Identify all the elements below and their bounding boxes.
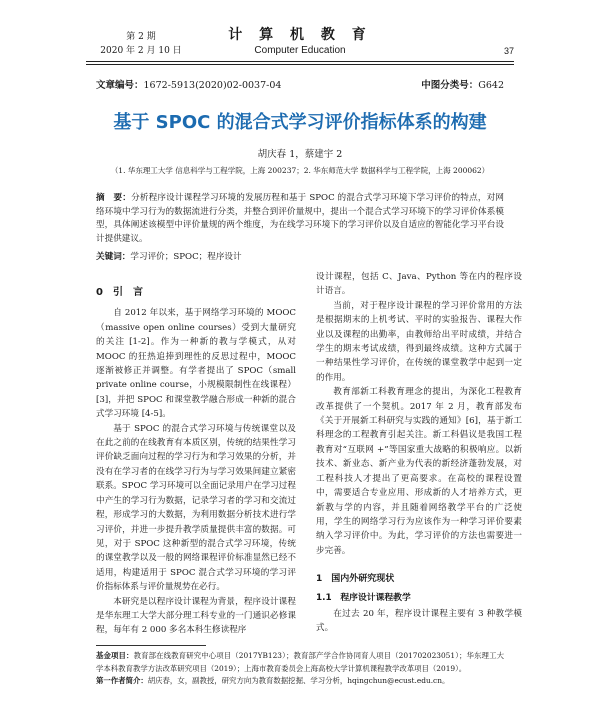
journal-name-en: Computer Education [254,45,346,56]
fund-note: 基金项目：教育部在线教育研究中心项目（2017YB123）；教育部产学合作协同育人项目（201702023051）；华东理工大学本科教育教学方法改革研究项目（2019）；上海市教育委员会上海高校大学计算机课程教学改革项目（2019）。 [96,651,504,673]
keywords [96,250,504,262]
keywords-label: 关键词： [96,252,131,262]
footnote [96,650,504,688]
abstract-text: 分析程序设计课程学习环境的发展历程和基于 SPOC 的混合式学习环境下学习评价的特点，对网络环境中学习行为的数据流进行分类，并整合到评价量规中，提出一个混合式学习环境下的学习评价体系模型，具体阐述该模型中评价量规的两个维度，为在线学习环境下的学习评价以及自适应的智能化学习平台设计提供建议。 [96,193,504,244]
subsection-heading: 1.1 程序设计课程教学 [316,592,411,603]
paragraph: 基于 SPOC 的混合式学习环境与传统课堂以及在此之前的在线教育有本质区别，传统的结果性学习评价缺乏面向过程的学习行为和学习效果的分析，并没有在学习者的在线学习行为与学习效果间建立紧密联系。SPOC 学习环境可以全面记录用户在学习过程中产生的学习行为数据，记录学习者的学习和交流过程，形成学习的大数据，为利用数据分析技术进行学习评价，并进一步提升教学质量提供丰富的数据。可见，对于 SPOC 这种新型的混合式学习环境，传统的课堂教学以及一般的网络课程评价标准显然已经不适用，构建适用于 SPOC 混合式学习环境的学习评价指标体系与评价量规势在必行。 [96,423,296,593]
abstract [96,192,504,246]
clc-number: 中图分类号：G642 [421,80,504,91]
page-number: 37 [503,46,514,56]
paragraph: 设计课程，包括 C、Java、Python 等在内的程序设计语言。 [316,272,522,297]
paragraph: 在过去 20 年，程序设计课程主要有 3 种教学模式。 [316,608,522,634]
issue-info [96,30,186,58]
journal-name-cn: 计 算 机 教 育 [228,27,372,43]
author-affiliation: （1. 华东理工大学 信息科学与工程学院，上海 200237；2. 华东师范大学 数据科学与工程学院，上海 200062） [110,166,490,175]
issue-number: 第 2 期 [126,32,156,42]
section-heading-related-work: 1 国内外研究现状 [316,574,395,585]
paragraph: 本研究是以程序设计课程为背景，程序设计课程是华东理工大学大部分理工科专业的一门通识必修课程，每年有 2 000 多名本科生修读程序 [96,596,296,636]
article-number: 文章编号：1672-5913(2020)02-0037-04 [96,80,282,91]
issue-date: 2020 年 2 月 10 日 [100,46,182,56]
author-note: 第一作者简介：胡庆春，女，副教授，研究方向为教育数据挖掘、学习分析，hqingchun@ecust.edu.cn。 [96,676,450,686]
paragraph: 当前，对于程序设计课程的学习评价常用的方法是根据期末的上机考试、平时的实验报告、课程大作业以及课程的出勤率，由教师给出平时成绩，并结合学生的期末考试成绩，得到最终成绩。这种方式属于一种结果性学习评价，在传统的课堂教学中起到一定的作用。 [316,300,522,383]
paragraph: 教育部新工科教育理念的提出，为深化工程教育改革提供了一个契机。2017 年 2 月，教育部发布《关于开展新工科研究与实践的通知》[6]，基于新工科理念的工程教育引起关注。新工科倡议是我国工程教育对“互联网 +”等国家重大战略的积极响应。以新技术、新业态、新产业为代表的新经济蓬勃发展，对工程科技人才提出了更高要求。在高校的课程设置中，需要适合专业应用、形成新的人才培养方式，更新教与学的内容，并且随着网络教学平台的广泛使用，学生的网络学习行为应该作为一种学习评价要素纳入学习评价中。为此，学习评价的方法也需要进一步完善。 [316,387,522,556]
paragraph: 自 2012 年以来，基于网络学习环境的 MOOC（massive open online courses）受到大量研究的关注 [1-2]。作为一种新的教与学模式，从对 MOOC 的狂热追捧到理性的反思过程中，MOOC 逐渐被修正并调整。有学者提出了 SPOC（small private online course，小规模限制性在线课程）[3]，并把 SPOC 和课堂教学融合形成一种新的混合式学习环境 [4-5]。 [96,308,296,420]
paper-authors: 胡庆春 1，蔡建宇 2 [257,149,343,160]
keywords-text: 学习评价；SPOC；程序设计 [130,252,242,262]
section-heading-intro: 0 引 言 [96,287,143,298]
right-column [316,270,522,636]
footnote-rule [96,645,206,646]
paper-title: 基于 SPOC 的混合式学习评价指标体系的构建 [113,112,487,133]
abstract-label: 摘 要： [96,193,132,203]
left-column [96,286,296,638]
header-rule-thin [86,64,514,65]
header-rule-thick [86,61,514,62]
journal-title [200,26,400,58]
